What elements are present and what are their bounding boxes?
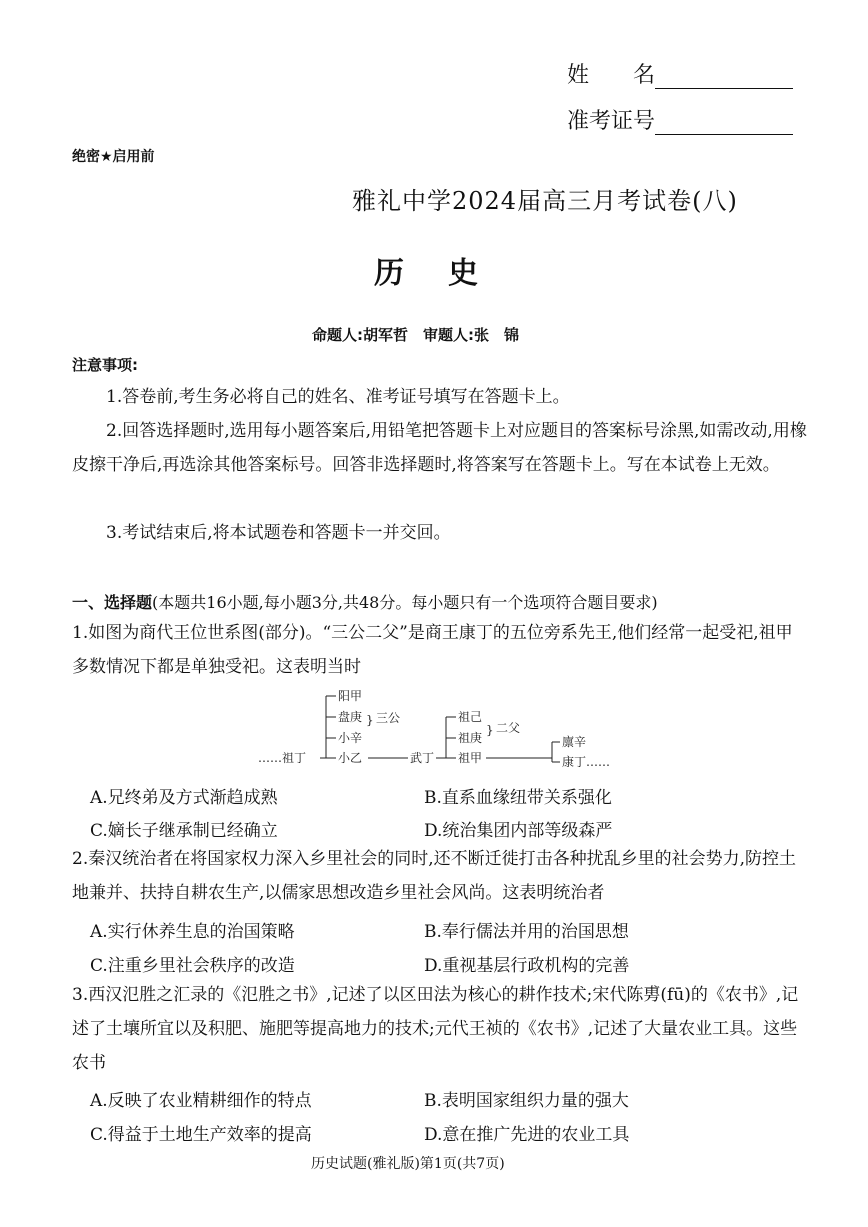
lineage-diagram — [250, 686, 640, 772]
notes-heading: 注意事项: — [72, 356, 138, 374]
section-heading — [72, 590, 658, 613]
question-1-stem: 1.如图为商代王位世系图(部分)。“三公二父”是商王康丁的五位旁系先王,他们经常一起受祀,祖甲多数情况下都是单独受祀。这表明当时 — [72, 623, 793, 677]
brace-icon: } — [366, 713, 374, 727]
group-sangong: 三公 — [376, 711, 401, 725]
q1-option-b[interactable]: B.直系血缘纽带关系强化 — [424, 788, 612, 808]
diagram-lead: ……祖丁 — [258, 751, 307, 765]
king-wuding: 武丁 — [410, 751, 435, 765]
name-field[interactable] — [567, 58, 793, 89]
q1-option-a[interactable]: A.兄终弟及方式渐趋成熟 — [90, 788, 278, 808]
secret-mark: 绝密★启用前 — [72, 149, 155, 165]
q3-option-c[interactable]: C.得益于土地生产效率的提高 — [90, 1125, 312, 1145]
id-underline[interactable] — [655, 112, 793, 135]
note-item: 1.答卷前,考生务必将自己的姓名、准考证号填写在答题卡上。 — [106, 387, 570, 407]
group-erfu: 二父 — [496, 721, 521, 735]
name-label: 姓 名 — [567, 63, 656, 88]
q1-option-d[interactable]: D.统治集团内部等级森严 — [424, 821, 613, 841]
q1-option-c[interactable]: C.嫡长子继承制已经确立 — [90, 821, 278, 841]
q3-option-d[interactable]: D.意在推广先进的农业工具 — [424, 1125, 630, 1145]
q2-option-d[interactable]: D.重视基层行政机构的完善 — [424, 956, 630, 976]
king-yangjia: 阳甲 — [338, 689, 363, 703]
name-underline[interactable] — [655, 66, 793, 89]
question-3-stem: 3.西汉氾胜之汇录的《氾胜之书》,记述了以区田法为核心的耕作技术;宋代陈旉(fū)的《农书》,记述了土壤所宜以及积肥、施肥等提高地力的技术;元代王祯的《农书》,记述了大量农业工具。这些农书 — [72, 985, 799, 1073]
king-xiaoxin: 小辛 — [338, 731, 363, 745]
subject-title: 历史 — [374, 256, 522, 291]
king-xiaoyi: 小乙 — [338, 751, 363, 765]
section-title: 一、选择题 — [72, 593, 153, 612]
page-footer: 历史试题(雅礼版)第1页(共7页) — [311, 1156, 505, 1172]
king-kangding: 康丁…… — [562, 755, 611, 769]
note-item: 3.考试结束后,将本试题卷和答题卡一并交回。 — [106, 523, 451, 543]
q3-option-b[interactable]: B.表明国家组织力量的强大 — [424, 1091, 629, 1111]
section-instruction: (本题共16小题,每小题3分,共48分。每小题只有一个选项符合题目要求) — [152, 593, 658, 612]
question-2-stem: 2.秦汉统治者在将国家权力深入乡里社会的同时,还不断迁徙打击各种扰乱乡里的社会势力,防控土地兼并、扶持自耕农生产,以儒家思想改造乡里社会风尚。这表明统治者 — [72, 849, 797, 903]
brace-icon: } — [486, 723, 494, 737]
exam-title: 雅礼中学2024届高三月考试卷(八) — [352, 187, 738, 215]
king-pangeng: 盘庚 — [338, 710, 363, 724]
authors: 命题人:胡军哲 审题人:张 锦 — [312, 326, 519, 344]
q2-option-b[interactable]: B.奉行儒法并用的治国思想 — [424, 922, 629, 942]
king-linxin: 廪辛 — [562, 735, 587, 749]
q2-option-c[interactable]: C.注重乡里社会秩序的改造 — [90, 956, 295, 976]
id-field[interactable] — [567, 104, 793, 135]
king-zugeng: 祖庚 — [458, 731, 483, 745]
king-zujia: 祖甲 — [458, 751, 483, 765]
id-label: 准考证号 — [567, 109, 656, 134]
q2-option-a[interactable]: A.实行休养生息的治国策略 — [90, 922, 295, 942]
q3-option-a[interactable]: A.反映了农业精耕细作的特点 — [90, 1091, 312, 1111]
king-zuji: 祖己 — [458, 710, 483, 724]
note-item: 2.回答选择题时,选用每小题答案后,用铅笔把答题卡上对应题目的答案标号涂黑,如需改动,用橡皮擦干净后,再选涂其他答案标号。回答非选择题时,将答案写在答题卡上。写在本试卷上无效。 — [72, 421, 807, 475]
